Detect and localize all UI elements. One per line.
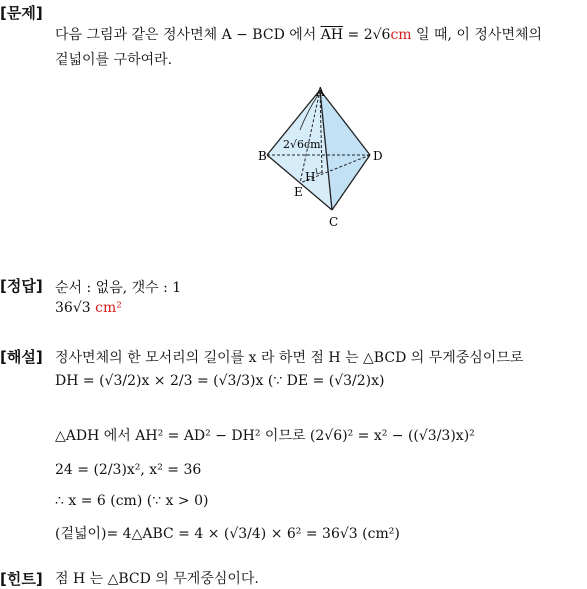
problem-line-2: 겉넓이를 구하여라. [55,52,173,68]
length-label: 2√6cm [283,138,321,151]
hint-text: 점 H 는 △BCD 의 무게중심이다. [55,571,259,587]
solution-line-3: △ADH 에서 AH² = AD² − DH² 이므로 (2√6)² = x² − ((√3/3)x)² [55,428,475,444]
tetrahedron-figure [0,0,587,240]
point-e-label: E [294,185,303,199]
answer-line-2 [55,300,122,316]
solution-line-6: (겉넓이)= 4△ABC = 4 × (√3/4) × 6² = 36√3 (cm²) [55,526,400,542]
point-h-label: H [305,170,316,184]
solution-line-5: ∴ x = 6 (cm) (∵ x > 0) [55,493,209,509]
answer-value: 36√3 [55,300,91,316]
answer-line-1: 순서 : 없음, 갯수 : 1 [55,280,182,296]
hint-label: [힌트] [0,570,43,588]
vertex-b-label: B [258,149,267,163]
answer-label: [정답] [0,277,43,295]
solution-line-4: 24 = (2/3)x², x² = 36 [55,462,202,478]
problem-equation: = 2√6 [347,27,391,43]
vertex-c-label: C [329,215,339,229]
problem-label: [문제] [0,4,43,22]
answer-unit: cm² [95,300,122,316]
solution-line-1: 정사면체의 한 모서리의 길이를 x 라 하면 점 H 는 △BCD 의 무게중심이므로 [55,350,524,366]
solution-line-2: DH = (√3/2)x × 2/3 = (√3/3)x (∵ DE = (√3/2)x) [55,373,385,389]
solution-label: [해설] [0,348,43,366]
problem-unit: cm [390,27,412,43]
problem-text-pre: 다음 그림과 같은 정사면체 A − BCD 에서 [55,27,317,43]
problem-text-post: 일 때, 이 정사면체의 [416,27,543,43]
problem-segment: $\overline{AH}$ [320,27,344,43]
vertex-d-label: D [373,149,383,163]
vertex-a-label: A [316,85,325,99]
